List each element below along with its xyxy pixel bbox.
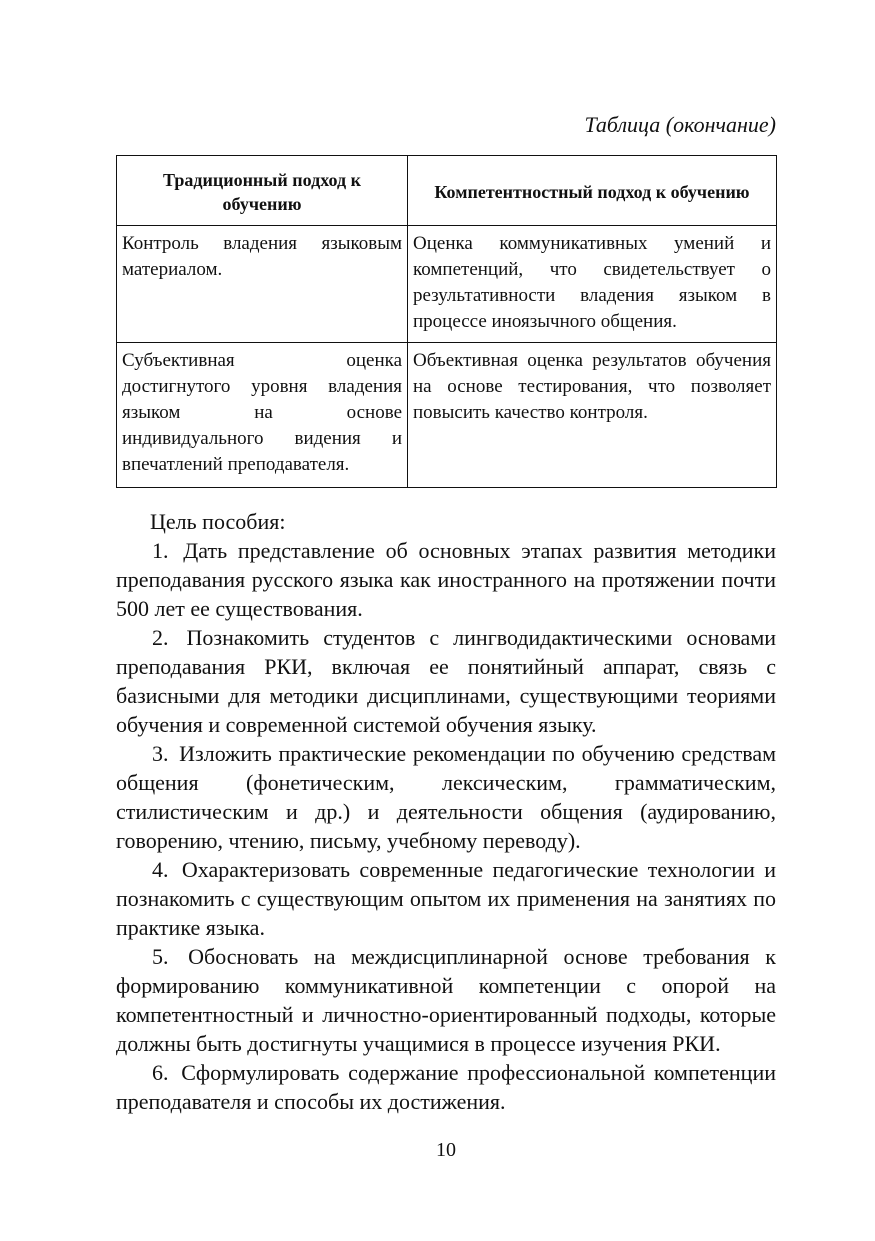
goal-text: Изложить практические рекомендации по обучению средствам общения (фонетическим, лексическим, грамматическим, стилистическим и др.) и деятельности общения (аудированию, говорению, чтению, письму, учебному переводу).: [116, 741, 777, 853]
table-cell: Контроль владения языковым материалом.: [117, 226, 408, 343]
goal-item: [116, 623, 776, 739]
body-text: [116, 507, 776, 1116]
goal-number: 2.: [152, 625, 169, 650]
goal-text: Познакомить студентов с лингводидактическими основами преподавания РКИ, включая ее понятийный аппарат, связь с базисными для методики дисциплинами, существующими теориями обучения и современной системой обучения языку.: [116, 625, 777, 737]
page-number: 10: [436, 1139, 456, 1161]
goal-item: [116, 855, 776, 942]
goal-item: [116, 1058, 776, 1116]
goal-text: Обосновать на междисциплинарной основе требования к формированию коммуникативной компетенции с опорой на компетентностный и личностно-ориентированный подходы, которые должны быть достигнуты учащимися в процессе изучения РКИ.: [116, 944, 776, 1056]
table-header-row: [117, 156, 777, 226]
goal-item: [116, 739, 776, 855]
goal-item: [116, 942, 776, 1058]
table-cell: Оценка коммуникативных умений и компетенций, что свидетельствует о результативности владения языком в процессе иноязычного общения.: [408, 226, 777, 343]
header-traditional-approach: Традиционный подход к обучению: [117, 156, 408, 226]
table-caption: Таблица (окончание): [584, 112, 776, 137]
goal-text: Охарактеризовать современные педагогические технологии и познакомить с существующим опытом их применения на занятиях по практике языка.: [116, 857, 776, 940]
goal-text: Дать представление об основных этапах развития методики преподавания русского языка как иностранного на протяжении почти 500 лет ее существования.: [116, 538, 777, 621]
header-competence-approach: Компетентностный подход к обучению: [408, 156, 777, 226]
goal-number: 1.: [152, 538, 169, 563]
goal-item: [116, 536, 776, 623]
goal-number: 3.: [152, 741, 169, 766]
goal-number: 5.: [152, 944, 169, 969]
comparison-table: [116, 155, 777, 488]
goal-text: Сформулировать содержание профессиональной компетенции преподавателя и способы их достижения.: [116, 1060, 776, 1114]
table-cell: Объективная оценка результатов обучения на основе тестирования, что позволяет повысить качество контроля.: [408, 343, 777, 488]
table-row: [117, 226, 777, 343]
table-row: [117, 343, 777, 488]
goal-number: 6.: [152, 1060, 169, 1085]
goals-intro: Цель пособия:: [150, 509, 286, 534]
table-cell: Субъективная оценка достигнутого уровня владения языком на основе индивидуального видения и впечатлений преподавателя.: [117, 343, 408, 488]
goal-number: 4.: [152, 857, 169, 882]
